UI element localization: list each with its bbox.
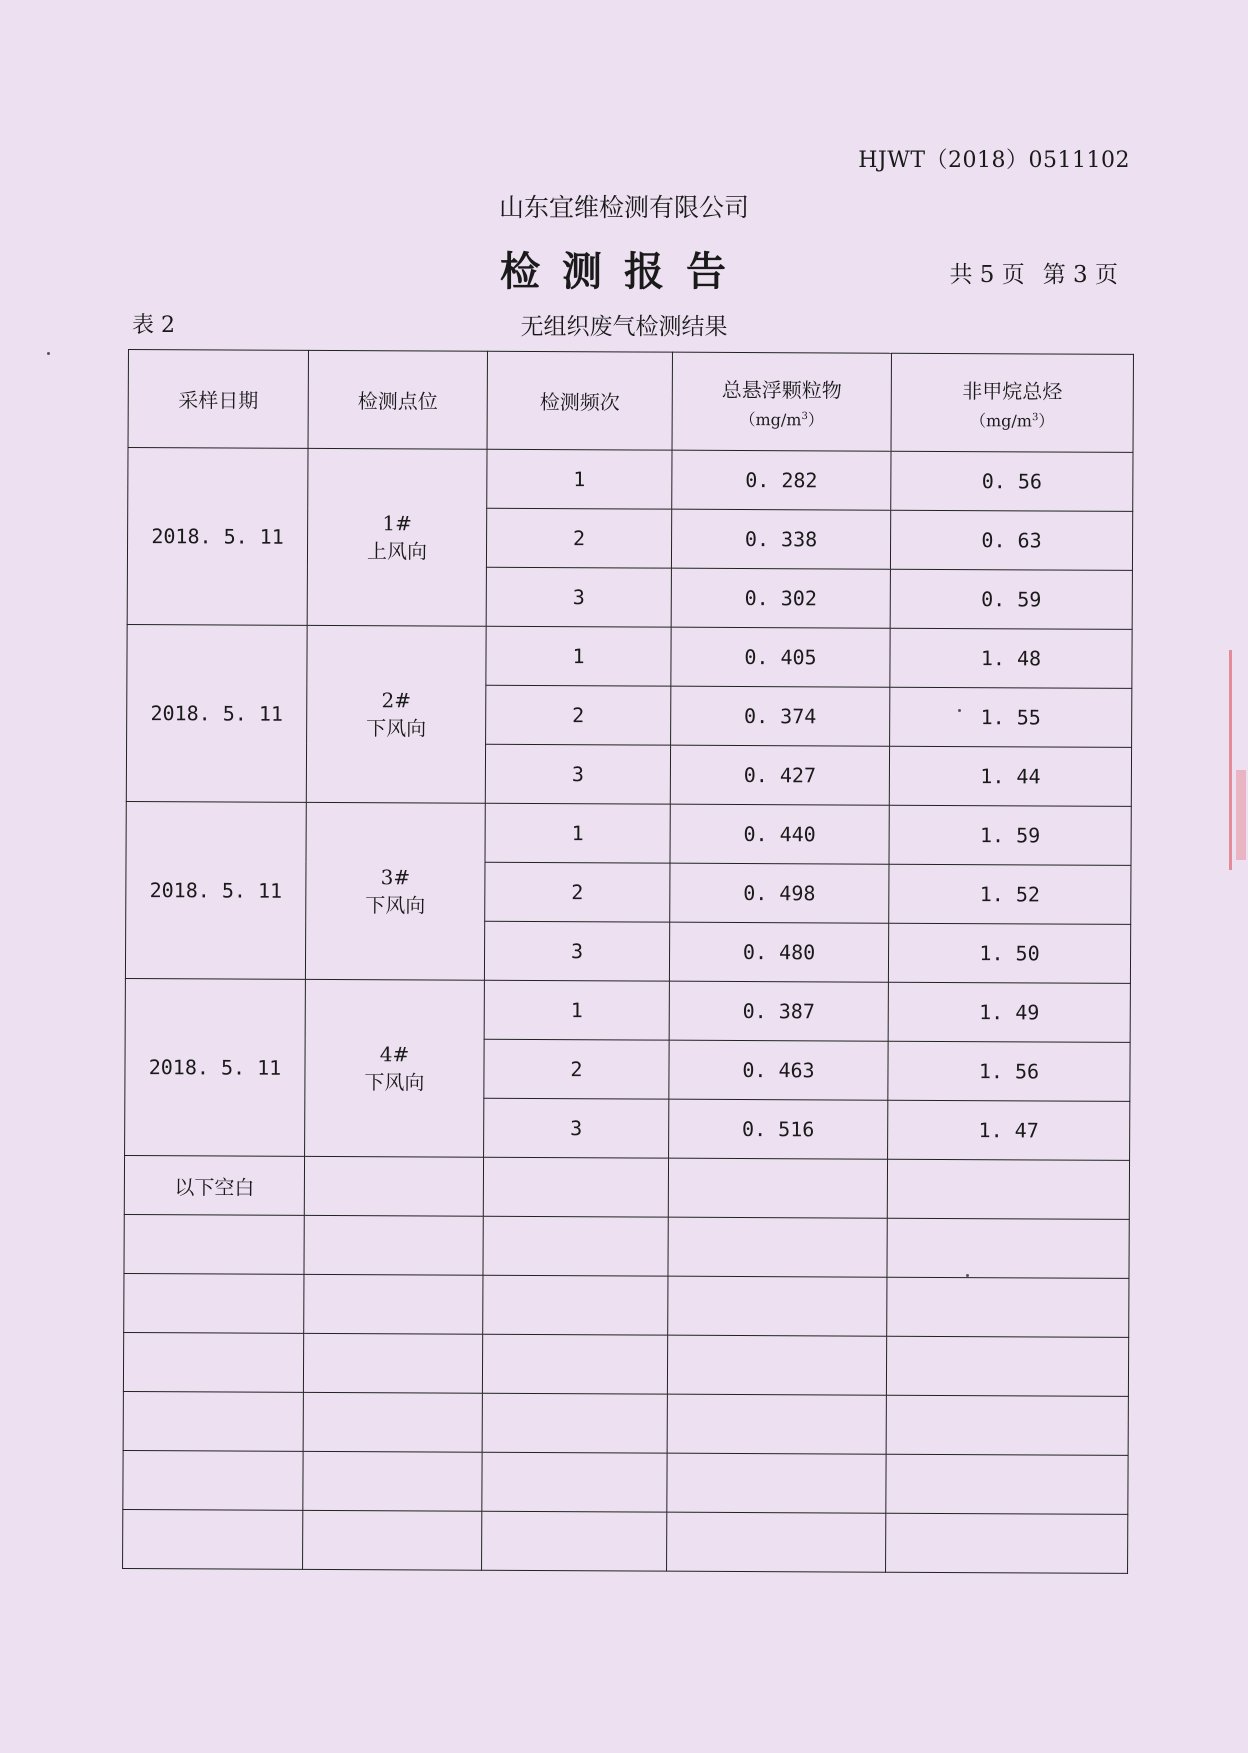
blank-row xyxy=(123,1391,1128,1455)
blank-cell xyxy=(483,1157,668,1217)
blank-cell xyxy=(887,1277,1129,1337)
blank-cell xyxy=(123,1450,303,1510)
frequency-cell: 3 xyxy=(486,567,671,627)
blank-row xyxy=(123,1450,1128,1514)
frequency-cell: 1 xyxy=(485,803,670,863)
unit-suffix: ） xyxy=(1038,410,1055,431)
unit-suffix: ） xyxy=(807,409,824,429)
results-table xyxy=(122,349,1134,1574)
blank-cell xyxy=(303,1333,482,1393)
blank-cell xyxy=(123,1391,303,1451)
blank-note: 以下空白 xyxy=(124,1155,304,1215)
tsp-value-cell: 0. 463 xyxy=(669,1040,888,1100)
header-nmhc-unit xyxy=(892,407,1133,431)
header-frequency: 检测频次 xyxy=(487,351,672,450)
blank-cell xyxy=(483,1275,668,1335)
header-tsp-label: 总悬浮颗粒物 xyxy=(721,377,842,402)
nmhc-value-cell: 0. 63 xyxy=(890,510,1132,570)
monitoring-point-cell xyxy=(305,979,485,1157)
point-direction: 上风向 xyxy=(366,538,428,563)
frequency-cell: 2 xyxy=(484,1039,669,1099)
frequency-cell: 3 xyxy=(484,1098,669,1158)
unit-prefix: （mg/m xyxy=(739,409,802,429)
frequency-cell: 2 xyxy=(486,508,671,568)
tsp-value-cell: 0. 338 xyxy=(671,509,890,569)
point-number: 2# xyxy=(381,687,412,712)
blank-cell xyxy=(886,1336,1128,1396)
speck xyxy=(47,352,50,355)
report-number: HJWT（2018）0511102 xyxy=(858,148,1130,173)
blank-cell xyxy=(303,1392,482,1452)
monitoring-point-cell xyxy=(305,802,485,980)
frequency-cell: 2 xyxy=(486,685,671,745)
tsp-value-cell: 0. 302 xyxy=(671,568,890,628)
frequency-cell: 3 xyxy=(484,921,669,981)
blank-row xyxy=(123,1332,1128,1396)
frequency-cell: 1 xyxy=(486,626,671,686)
blank-cell xyxy=(483,1216,668,1276)
page-count xyxy=(931,256,1118,289)
header-monitoring-point: 检测点位 xyxy=(308,350,487,449)
blank-cell xyxy=(667,1394,886,1454)
frequency-cell: 1 xyxy=(487,449,672,509)
blank-cell xyxy=(303,1451,482,1511)
point-number: 4# xyxy=(379,1041,410,1066)
blank-cell xyxy=(482,1511,667,1571)
blank-cell xyxy=(667,1453,886,1513)
point-direction: 下风向 xyxy=(366,715,427,740)
blank-cell xyxy=(124,1214,304,1274)
nmhc-value-cell: 1. 49 xyxy=(888,982,1130,1042)
tsp-value-cell: 0. 440 xyxy=(670,804,889,864)
current-page: 第 3 页 xyxy=(1042,262,1118,288)
unit-sup: 3 xyxy=(801,410,808,422)
nmhc-value-cell: 0. 56 xyxy=(891,451,1133,511)
nmhc-value-cell: 1. 48 xyxy=(890,628,1132,688)
tsp-value-cell: 0. 405 xyxy=(671,627,890,687)
blank-cell xyxy=(123,1509,303,1569)
nmhc-value-cell: 1. 44 xyxy=(889,746,1131,806)
table-title: 无组织废气检测结果 xyxy=(520,314,728,340)
table-row xyxy=(125,978,1130,1042)
monitoring-point-cell xyxy=(306,625,486,803)
company-name: 山东宜维检测有限公司 xyxy=(498,193,749,222)
nmhc-value-cell: 1. 56 xyxy=(888,1041,1130,1101)
header-sampling-date: 采样日期 xyxy=(128,350,308,449)
nmhc-value-cell: 1. 59 xyxy=(889,805,1131,865)
seal-mark xyxy=(1236,770,1246,860)
blank-cell xyxy=(886,1454,1128,1514)
blank-cell xyxy=(482,1452,667,1512)
speck xyxy=(966,1274,969,1277)
blank-row xyxy=(124,1214,1129,1278)
blank-cell xyxy=(303,1510,482,1570)
point-direction: 下风向 xyxy=(365,892,426,917)
results-body xyxy=(123,448,1133,1574)
sampling-date-cell: 2018. 5. 11 xyxy=(125,978,306,1156)
tsp-value-cell: 0. 427 xyxy=(670,745,889,805)
tsp-value-cell: 0. 374 xyxy=(671,686,890,746)
table-row xyxy=(128,448,1133,512)
blank-cell xyxy=(887,1159,1129,1219)
tsp-value-cell: 0. 387 xyxy=(669,981,888,1041)
blank-cell xyxy=(667,1512,886,1572)
monitoring-point-cell xyxy=(307,448,487,626)
nmhc-value-cell: 1. 52 xyxy=(889,864,1131,924)
header-nmhc xyxy=(891,353,1133,452)
unit-prefix: （mg/m xyxy=(969,410,1033,430)
speck xyxy=(958,709,961,712)
blank-row xyxy=(123,1509,1128,1573)
tsp-value-cell: 0. 516 xyxy=(669,1099,888,1159)
blank-cell xyxy=(668,1276,887,1336)
nmhc-value-cell: 1. 47 xyxy=(888,1100,1130,1160)
point-number: 3# xyxy=(380,864,411,889)
sampling-date-cell: 2018. 5. 11 xyxy=(125,801,306,979)
table-row xyxy=(126,801,1131,865)
sampling-date-cell: 2018. 5. 11 xyxy=(126,624,307,802)
point-direction: 下风向 xyxy=(364,1069,425,1094)
report-title: 检测报告 xyxy=(500,248,748,295)
blank-row xyxy=(124,1273,1129,1337)
tsp-value-cell: 0. 480 xyxy=(669,922,888,982)
blank-cell xyxy=(667,1335,886,1395)
blank-cell xyxy=(482,1334,667,1394)
blank-cell xyxy=(123,1332,303,1392)
blank-cell xyxy=(482,1393,667,1453)
blank-cell xyxy=(668,1158,887,1218)
total-pages: 共 5 页 xyxy=(949,262,1025,288)
blank-cell xyxy=(124,1273,304,1333)
nmhc-value-cell: 0. 59 xyxy=(890,569,1132,629)
frequency-cell: 3 xyxy=(485,744,670,804)
nmhc-value-cell: 1. 55 xyxy=(890,687,1132,747)
blank-cell xyxy=(304,1215,483,1275)
nmhc-value-cell: 1. 50 xyxy=(888,923,1130,983)
point-number: 1# xyxy=(382,510,412,535)
tsp-value-cell: 0. 498 xyxy=(670,863,889,923)
header-nmhc-label: 非甲烷总烃 xyxy=(962,378,1063,404)
frequency-cell: 1 xyxy=(484,980,669,1040)
blank-cell xyxy=(886,1395,1128,1455)
blank-cell xyxy=(304,1274,483,1334)
table-row xyxy=(127,624,1132,688)
tsp-value-cell: 0. 282 xyxy=(672,450,891,510)
unit-sup: 3 xyxy=(1031,411,1039,423)
frequency-cell: 2 xyxy=(485,862,670,922)
blank-cell xyxy=(668,1217,887,1277)
header-tsp xyxy=(672,352,891,451)
blank-cell xyxy=(304,1156,483,1216)
blank-row xyxy=(124,1155,1129,1219)
blank-cell xyxy=(886,1513,1128,1573)
table-label: 表 2 xyxy=(132,313,175,338)
blank-cell xyxy=(887,1218,1129,1278)
sampling-date-cell: 2018. 5. 11 xyxy=(127,448,308,626)
header-tsp-unit xyxy=(673,406,891,430)
header-row xyxy=(128,350,1133,453)
